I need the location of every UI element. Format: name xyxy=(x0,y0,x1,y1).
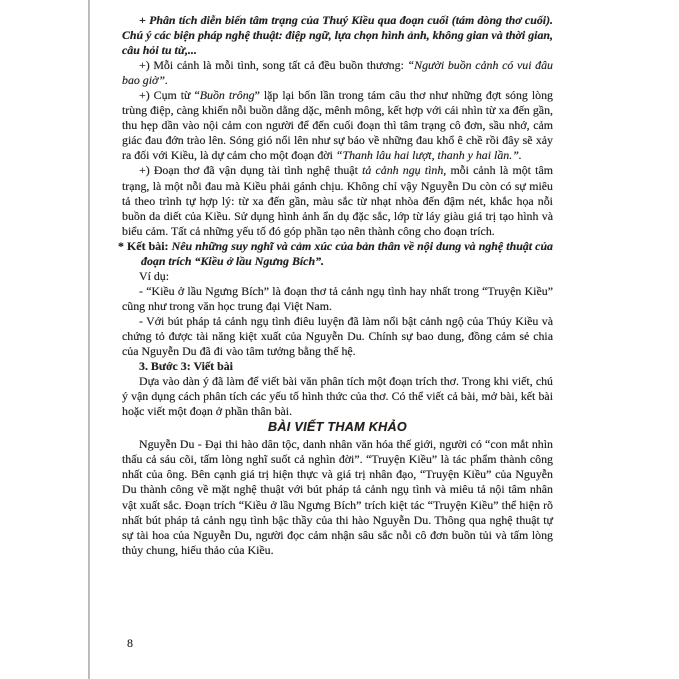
text-run: - “Kiều ở lầu Ngưng Bích” là đoạn thơ tả cảnh ngụ tình hay nhất trong “Truyện Kiều” cũng như trong văn học trung đại Việt Nam. xyxy=(122,283,553,313)
outline-point-buon-trong xyxy=(122,88,553,163)
outline-point-ta-canh-ngu-tinh xyxy=(122,163,553,238)
text-run: Nguyễn Du - Đại thi hào dân tộc, danh nhân văn hóa thế giới, người có “con mắt nhìn thấu cả sáu cõi, tấm lòng nghĩ suốt cả nghìn đời”. “Truyện Kiều” là tác phẩm thành công nhất của ông. Bên cạnh giá trị hiện thực và giá trị nhân đạo, “Truyện Kiều” của Nguyễn Du thành công về mặt nghệ thuật với bút pháp tả cảnh ngụ tình và miêu tả nội tâm nhân vật xuất sắc. Đoạn trích “Kiều ở lầu Ngưng Bích” trích kiệt tác “Truyện Kiều” thể hiện rõ nhất bút pháp tả cảnh ngụ tình bậc thầy của thi hào Nguyễn Du. Thông qua nghệ thuật tự sự tài hoa của Nguyễn Du, người đọc cảm nhận sâu sắc nỗi cô đơn buồn tủi và tấm lòng thủy chung, hiếu thảo của Kiều. xyxy=(122,437,553,557)
buoc-3-heading xyxy=(122,359,553,374)
text-run: - Với bút pháp tả cảnh ngụ tình điêu luyện đã làm nổi bật cảnh ngộ của Thúy Kiều và chứng tỏ được tài năng kiệt xuất của Nguyễn Du. Chính sự bao dung, đồng cảm sẻ chia của Nguyễn Du đã đi vào tâm tưởng bằng thế hệ. xyxy=(122,313,553,359)
text-run: +) Cụm từ “ xyxy=(139,88,200,103)
text-run: 3. Bước 3: Viết bài xyxy=(139,359,233,374)
text-run: Dựa vào dàn ý đã làm để viết bài văn phân tích một đoạn trích thơ. Trong khi viết, chú ý vận dụng cách phân tích các yếu tố hình thức của thơ. Có thể viết cả bài, mở bài, kết bài hoặc viết một đoạn ở phần thân bài. xyxy=(122,374,553,419)
page-number: 8 xyxy=(127,636,133,650)
text-run: * Kết bài: xyxy=(118,238,172,253)
page-edge-rule xyxy=(88,0,90,679)
text-run: Buồn trông xyxy=(199,88,255,103)
text-run: +) Mỗi cảnh là mỗi tình, song tất cả đều buồn thương: xyxy=(139,58,408,73)
text-run: + Phân tích diễn biến tâm trạng của Thuý Kiều qua đoạn cuối (tám dòng thơ cuối). Chú ý các biện pháp nghệ thuật: điệp ngữ, lựa chọn hình ảnh, không gian và thời gian, câu hỏi tu từ,... xyxy=(122,13,553,58)
vi-du-label xyxy=(122,269,553,284)
bai-viet-tham-khao-heading xyxy=(122,420,553,435)
vi-du-item-2 xyxy=(122,314,553,359)
text-run: Ví dụ: xyxy=(139,268,170,283)
text-run: ” lặp lại bốn lần trong tám câu thơ như những đợt sóng lòng trùng điệp, càng khiến nỗi buồn dằng dặc, mênh mông, kết hợp với cái nhìn từ xa đến gần, thu hẹp dần vào nội cảm con người để đến cuối đoạn thì tâm trạng cô đơn, sầu nhớ, cảm giác đau đớn trào lên. Sóng gió nổi lên như sự báo về những đau khổ ê chề rồi đây sẽ xảy ra đối với Kiều, là dự cảm cho một đoạn đời xyxy=(122,88,553,163)
buoc-3-body xyxy=(122,374,553,419)
outline-point-moi-canh-moi-tinh xyxy=(122,58,553,88)
text-run: Nêu những suy nghĩ và cảm xúc của bản thân về nội dung và nghệ thuật của đoạn trích “Kiều ở lầu Ngưng Bích”. xyxy=(141,238,554,268)
bai-viet-tham-khao-body xyxy=(122,437,553,557)
text-run: “Thanh lâu hai lượt, thanh y hai lần.”. xyxy=(335,148,522,163)
text-run: BÀI VIẾT THAM KHẢO xyxy=(267,420,408,435)
text-run: tả cảnh ngụ tình xyxy=(362,163,444,178)
text-block xyxy=(118,13,554,558)
vi-du-item-1 xyxy=(122,284,553,314)
outline-ket-bai xyxy=(118,238,554,269)
outline-point-phan-tich-tam-trang xyxy=(122,13,553,58)
text-run: , mỗi cảnh là một tâm trạng, là một nỗi đau mà Kiều phải gánh chịu. Không chỉ vậy Nguyễn Du còn có sự miêu tả theo trình tự hợp lý: từ xa đến gần, màu sắc từ nhạt nhòa đến đậm nét, khắc họa nỗi buồn da diết của Kiều. Sử dụng hình ảnh ẩn dụ đặc sắc, lớp từ láy giàu giá trị tạo hình và biểu cảm. Tất cả những yếu tố đó góp phần tạo nên thành công cho đoạn trích. xyxy=(122,163,553,238)
text-run: +) Đoạn thơ đã vận dụng tài tình nghệ thuật xyxy=(139,163,363,178)
text-run: “Người buồn cảnh có vui đâu bao giờ”. xyxy=(122,58,553,88)
